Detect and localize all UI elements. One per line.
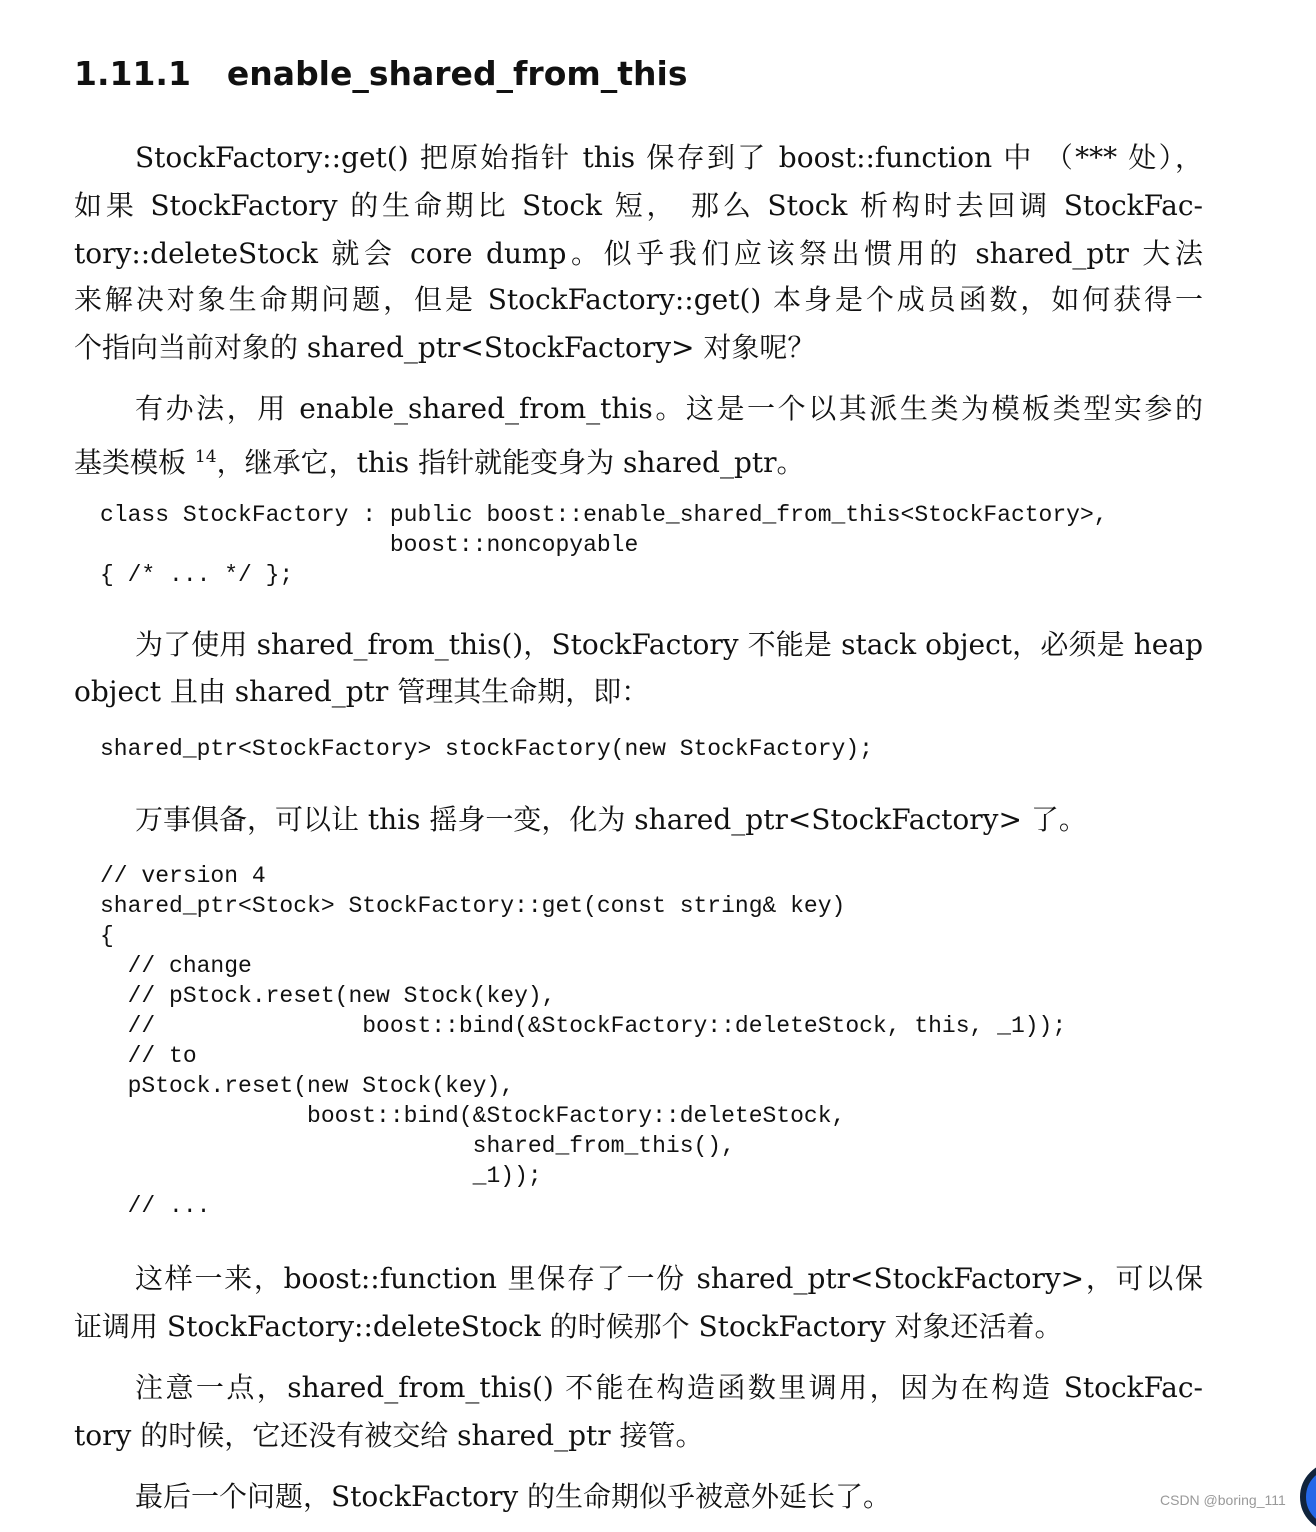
paragraph-line: 来解决对象生命期问题，但是 StockFactory::get() 本身是个成员函数，如何获得一 [74, 283, 1203, 316]
paragraph-line: tory 的时候，它还没有被交给 shared_ptr 接管。 [74, 1419, 704, 1452]
paragraph-line [74, 439, 1203, 481]
section-title: enable_shared_from_this [226, 54, 688, 93]
code-block: // version 4 shared_ptr<Stock> StockFactory::get(const string& key) { // change // pStock.reset(new Stock(key), // boost::bind(&StockFactory::deleteStock, this, _1)); // to pStock.reset(new Stock(key), boost::bind(&StockFactory::deleteStock, shared_from_this(), _1)); // ... [100, 863, 1067, 1219]
paragraph-line: object 且由 shared_ptr 管理其生命期，即： [74, 675, 650, 708]
footnote-ref[interactable]: 14 [194, 447, 217, 467]
text: ，继承它，this 指针就能变身为 shared_ptr。 [216, 446, 805, 479]
paragraph-line: 个指向当前对象的 shared_ptr<StockFactory> 对象呢？ [74, 331, 816, 364]
paragraph-line: 证调用 StockFactory::deleteStock 的时候那个 StockFactory 对象还活着。 [74, 1310, 1063, 1343]
paragraph-line: 最后一个问题，StockFactory 的生命期似乎被意外延长了。 [135, 1480, 892, 1513]
paragraph-line: tory::deleteStock 就会 core dump。似乎我们应该祭出惯用的 shared_ptr 大法 [74, 237, 1203, 270]
paragraph-line: 为了使用 shared_from_this()，StockFactory 不能是 stack object，必须是 heap [135, 628, 1203, 661]
paragraph-line: 有办法，用 enable_shared_from_this。这是一个以其派生类为模板类型实参的 [135, 392, 1203, 425]
code-block: class StockFactory : public boost::enable_shared_from_this<StockFactory>, boost::noncopyable { /* ... */ }; [100, 502, 1108, 588]
code-block: shared_ptr<StockFactory> stockFactory(new StockFactory); [100, 736, 873, 762]
paragraph-line: StockFactory::get() 把原始指针 this 保存到了 boost::function 中 （*** 处）， [135, 141, 1203, 174]
paragraph-line: 这样一来，boost::function 里保存了一份 shared_ptr<StockFactory>，可以保 [135, 1262, 1203, 1295]
section-heading [74, 54, 687, 93]
paragraph-line: 万事俱备，可以让 this 摇身一变，化为 shared_ptr<StockFactory> 了。 [135, 803, 1087, 836]
paragraph-line: 如果 StockFactory 的生命期比 Stock 短， 那么 Stock 析构时去回调 StockFac- [74, 189, 1203, 222]
floating-action-button[interactable] [1300, 1462, 1316, 1532]
text: 基类模板 [74, 446, 187, 479]
paragraph-line: 注意一点，shared_from_this() 不能在构造函数里调用，因为在构造 StockFac- [135, 1371, 1203, 1404]
section-number: 1.11.1 [74, 54, 191, 93]
watermark: CSDN @boring_111 [1160, 1492, 1286, 1508]
